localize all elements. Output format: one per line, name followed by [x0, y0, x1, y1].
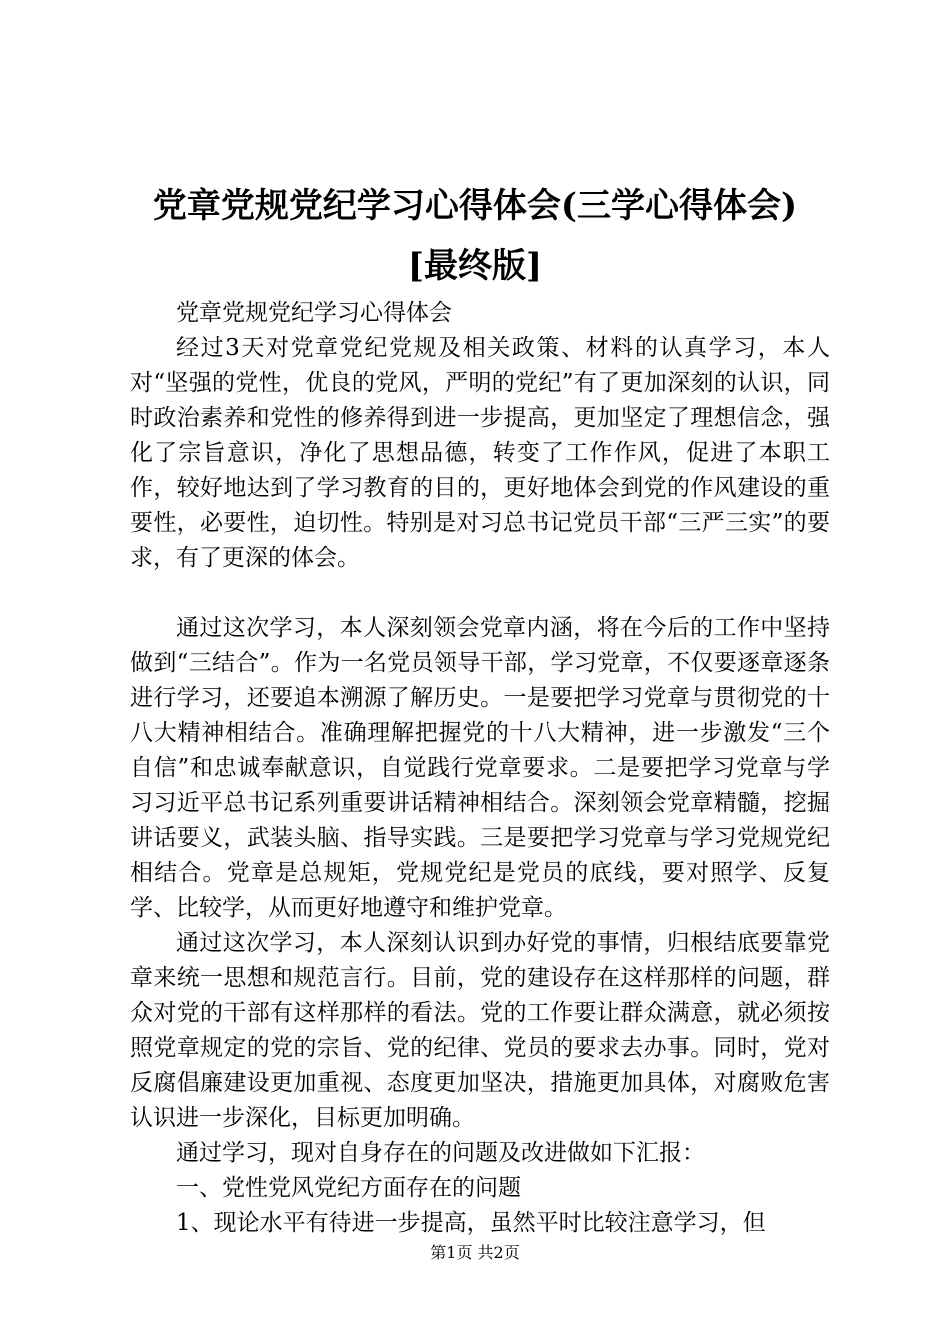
paragraph-3: 通过这次学习，本人深刻认识到办好党的事情，归根结底要靠党章来统一思想和规范言行。目前，党的建设存在这样那样的问题，群众对党的干部有这样那样的看法。党的工作要让群众满意，就必须按照党章规定的党的宗旨、党的纪律、党员的要求去办事。同时，党对反腐倡廉建设更加重视、态度更加坚决，措施更加具体，对腐败危害认识进一步深化，目标更加明确。	[130, 930, 830, 1131]
page-footer: 第1页 共2页	[430, 1243, 520, 1262]
paragraph-heading: 党章党规党纪学习心得体会	[176, 300, 452, 326]
paragraph-5: 1、现论水平有待进一步提高，虽然平时比较注意学习，但	[176, 1210, 766, 1236]
document-title-line-2: [最终版]	[407, 246, 543, 286]
paragraph-2: 通过这次学习，本人深刻领会党章内涵，将在今后的工作中坚持做到“三结合”。作为一名党员领导干部，学习党章，不仅要逐章逐条进行学习，还要追本溯源了解历史。一是要把学习党章与贯彻党的十八大精神相结合。准确理解把握党的十八大精神，进一步激发“三个自信”和忠诚奉献意识，自觉践行党章要求。二是要把学习党章与学习习近平总书记系列重要讲话精神相结合。深刻领会党章精髓，挖掘讲话要义，武装头脑、指导实践。三是要把学习党章与学习党规党纪相结合。党章是总规矩，党规党纪是党员的底线，要对照学、反复学、比较学，从而更好地遵守和维护党章。	[130, 615, 830, 921]
document-title-line-1: 党章党规党纪学习心得体会(三学心得体会)	[152, 186, 798, 226]
paragraph-1: 经过3天对党章党纪党规及相关政策、材料的认真学习，本人对“坚强的党性，优良的党风，严明的党纪”有了更加深刻的认识，同时政治素养和党性的修养得到进一步提高，更加坚定了理想信念，强化了宗旨意识，净化了思想品德，转变了工作作风，促进了本职工作，较好地达到了学习教育的目的，更好地体会到党的作风建设的重要性，必要性，迫切性。特别是对习总书记党员干部“三严三实”的要求，有了更深的体会。	[130, 335, 830, 571]
document-body	[130, 296, 830, 1241]
section-heading-1: 一、党性党风党纪方面存在的问题	[176, 1175, 521, 1201]
paragraph-4: 通过学习，现对自身存在的问题及改进做如下汇报：	[176, 1140, 705, 1166]
